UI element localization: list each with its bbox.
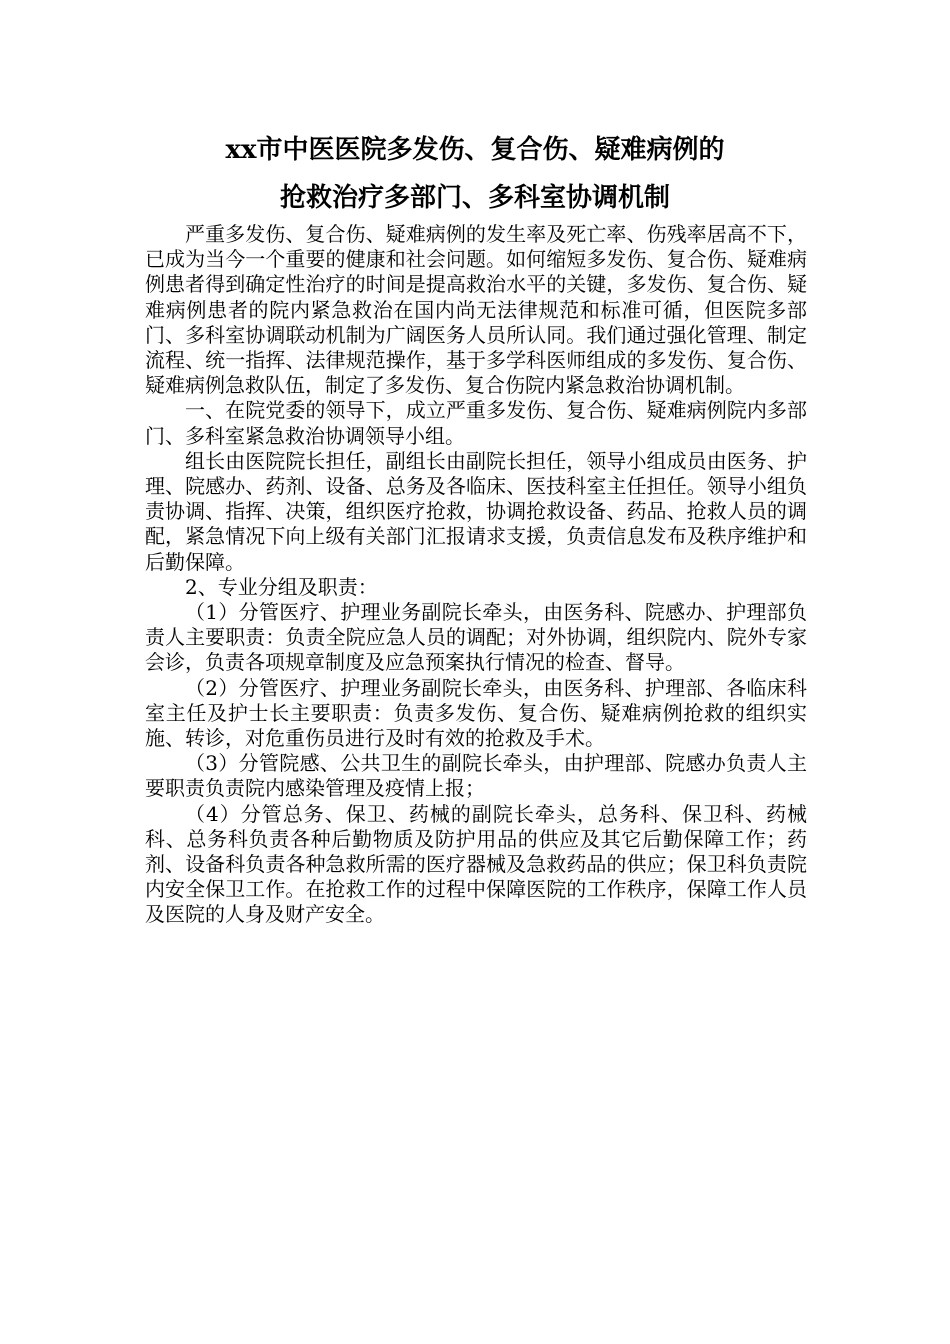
body-paragraph-group-1: （1）分管医疗、护理业务副院长牵头，由医务科、院感办、护理部负责人主要职责：负责全院应急人员的调配；对外协调，组织院内、院外专家会诊，负责各项规章制度及应急预案执行情况的检查、督导。 [145,600,807,675]
body-paragraph-section-2-heading: 2、专业分组及职责： [185,574,378,599]
body-paragraph-group-2: （2）分管医疗、护理业务副院长牵头，由医务科、护理部、各临床科室主任及护士长主要职责：负责多发伤、复合伤、疑难病例抢救的组织实施、转诊，对危重伤员进行及时有效的抢救及手术。 [145,675,807,751]
document-title-line-1: xx市中医医院多发伤、复合伤、疑难病例的 [225,135,725,165]
document-title-line-2: 抢救治疗多部门、多科室协调机制 [279,183,670,213]
document-body [145,222,807,928]
body-paragraph-group-3: （3）分管院感、公共卫生的副院长牵头，由护理部、院感办负责人主要职责负责院内感染管理及疫情上报； [145,751,807,801]
body-paragraph-group-4: （4）分管总务、保卫、药械的副院长牵头，总务科、保卫科、药械科、总务科负责各种后勤物质及防护用品的供应及其它后勤保障工作；药剂、设备科负责各种急救所需的医疗器械及急救药品的供应；保卫科负责院内安全保卫工作。在抢救工作的过程中保障医院的工作秩序，保障工作人员及医院的人身及财产安全。 [145,801,807,927]
body-paragraph-section-1: 一、在院党委的领导下，成立严重多发伤、复合伤、疑难病例院内多部门、多科室紧急救治协调领导小组。 [145,398,807,448]
body-paragraph-leadership-group: 组长由医院院长担任，副组长由副院长担任，领导小组成员由医务、护理、院感办、药剂、设备、总务及各临床、医技科室主任担任。领导小组负责协调、指挥、决策，组织医疗抢救，协调抢救设备、药品、抢救人员的调配，紧急情况下向上级有关部门汇报请求支援，负责信息发布及秩序维护和后勤保障。 [145,448,807,574]
body-paragraph-intro: 严重多发伤、复合伤、疑难病例的发生率及死亡率、伤残率居高不下，已成为当今一个重要的健康和社会问题。如何缩短多发伤、复合伤、疑难病例患者得到确定性治疗的时间是提高救治水平的关键，多发伤、复合伤、疑难病例患者的院内紧急救治在国内尚无法律规范和标准可循，但医院多部门、多科室协调联动机制为广阔医务人员所认同。我们通过强化管理、制定流程、统一指挥、法律规范操作，基于多学科医师组成的多发伤、复合伤、疑难病例急救队伍，制定了多发伤、复合伤院内紧急救治协调机制。 [145,222,807,398]
